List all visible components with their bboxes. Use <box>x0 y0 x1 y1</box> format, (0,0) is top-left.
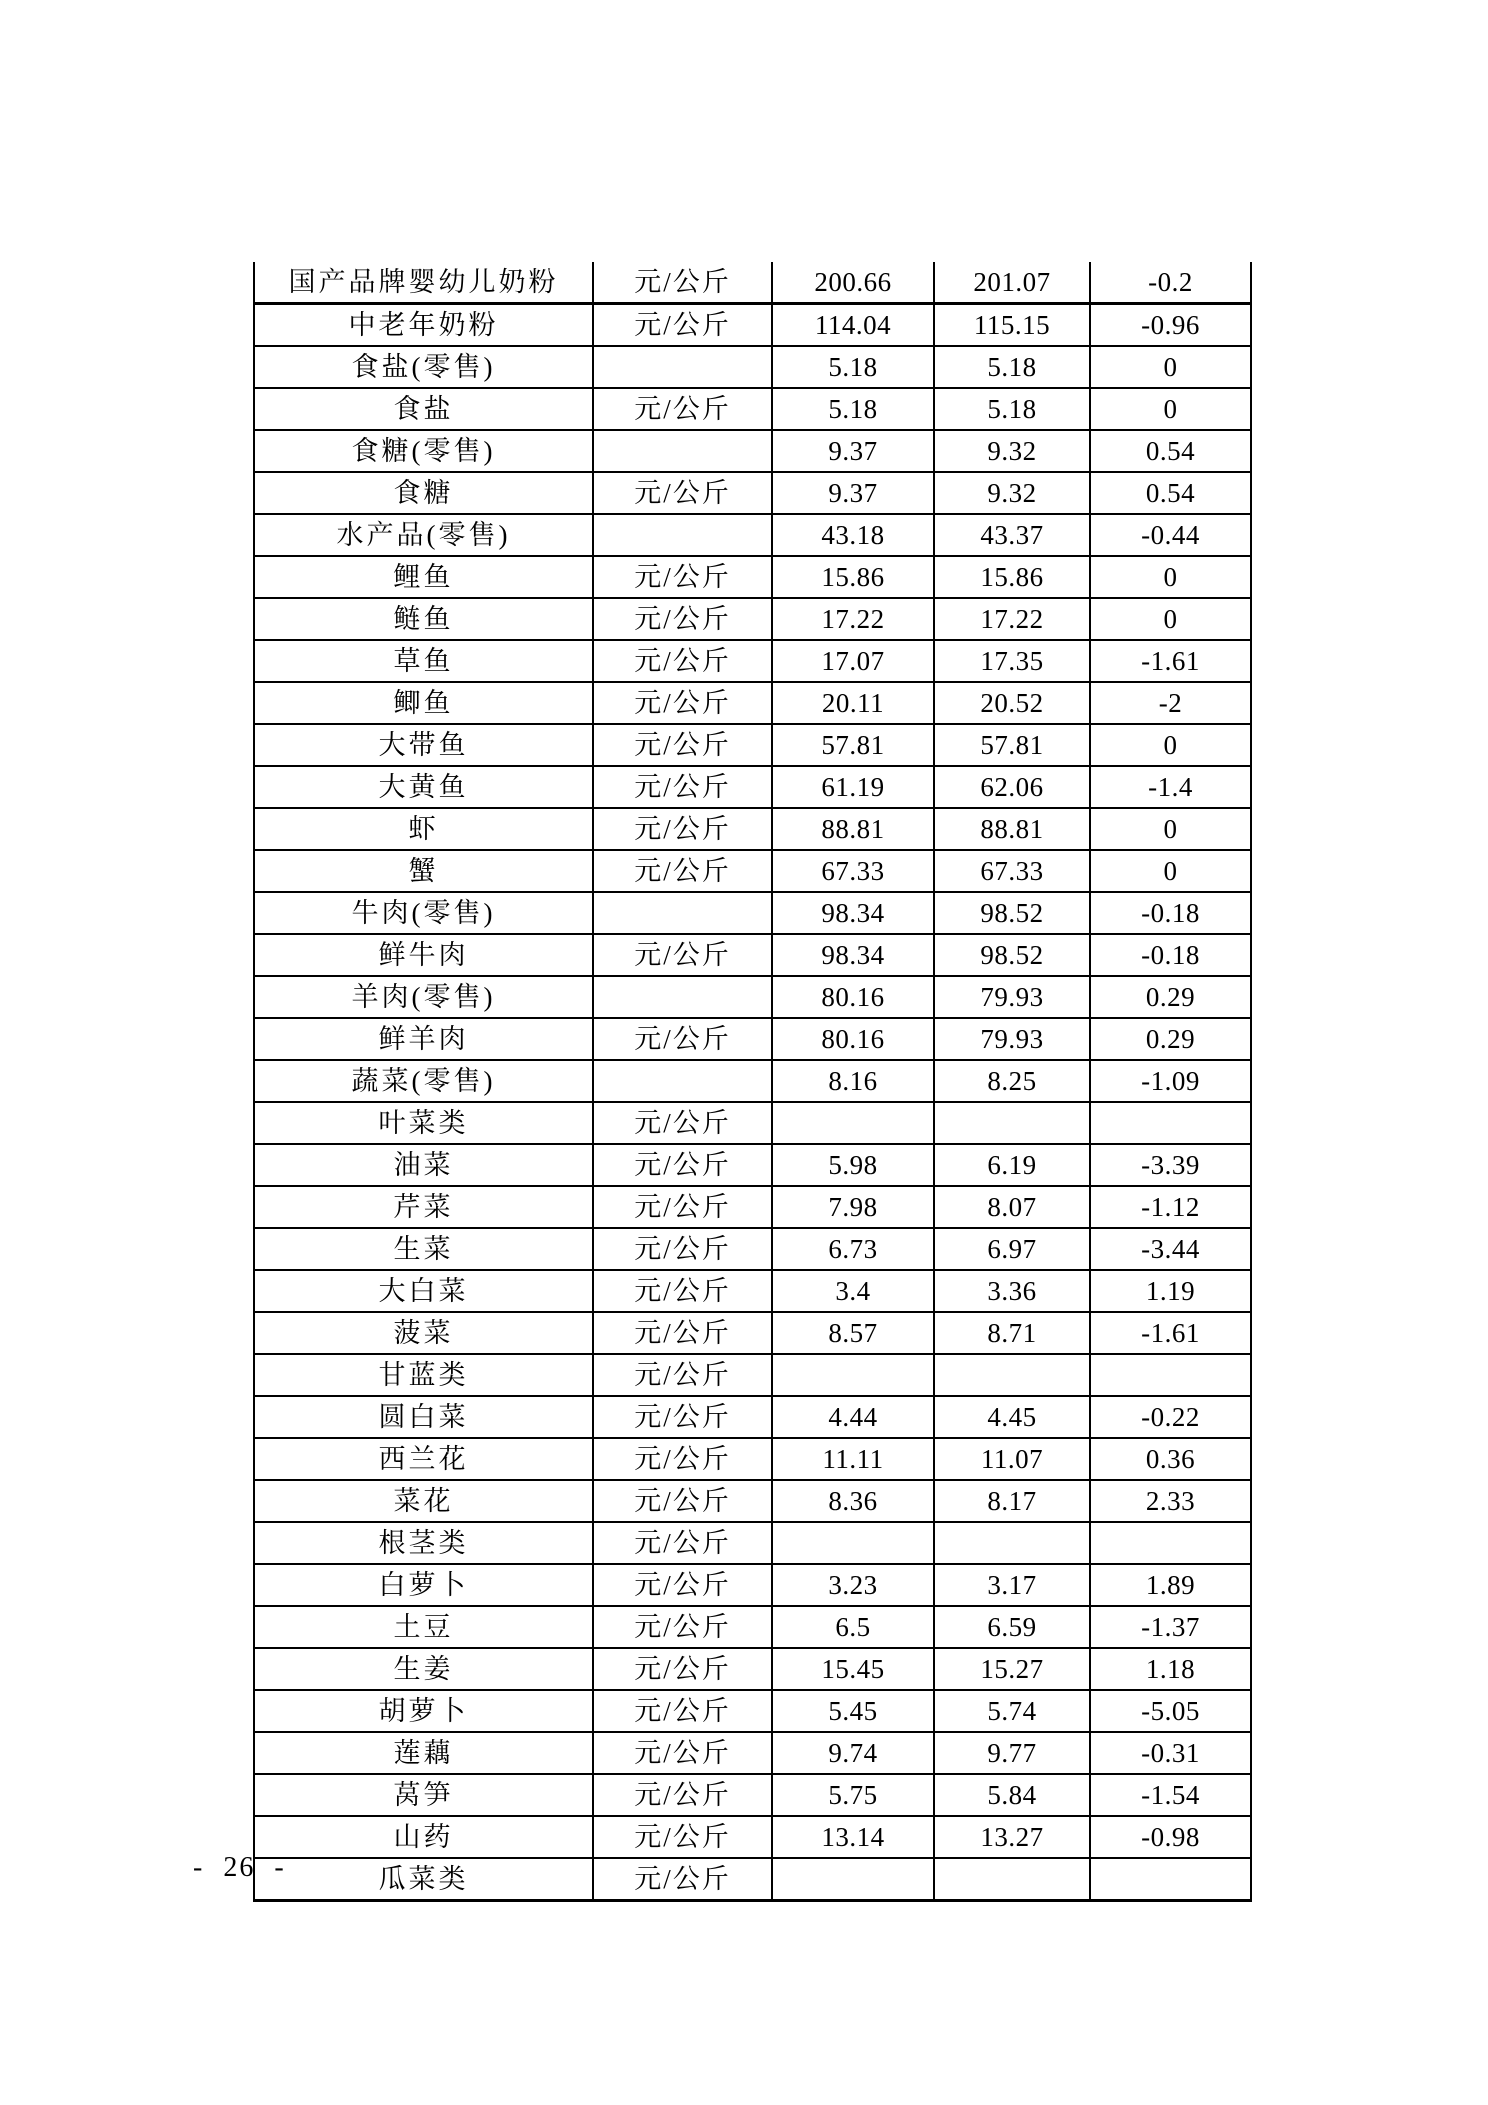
table-row <box>254 682 1251 724</box>
change-percent-cell: 0.29 <box>1090 976 1251 1018</box>
item-name-cell: 生菜 <box>254 1228 593 1270</box>
item-name-cell: 西兰花 <box>254 1438 593 1480</box>
unit-cell: 元/公斤 <box>593 1648 772 1690</box>
item-name-cell: 鲢鱼 <box>254 598 593 640</box>
table-row <box>254 472 1251 514</box>
current-price-cell: 43.18 <box>772 514 934 556</box>
table-row <box>254 1522 1251 1564</box>
current-price-cell: 6.73 <box>772 1228 934 1270</box>
change-percent-cell: -1.37 <box>1090 1606 1251 1648</box>
change-percent-cell: 0 <box>1090 346 1251 388</box>
change-percent-cell: -0.44 <box>1090 514 1251 556</box>
previous-price-cell <box>934 1858 1090 1901</box>
item-name-cell: 油菜 <box>254 1144 593 1186</box>
item-name-cell: 水产品(零售) <box>254 514 593 556</box>
unit-cell <box>593 346 772 388</box>
unit-cell: 元/公斤 <box>593 1858 772 1901</box>
current-price-cell: 13.14 <box>772 1816 934 1858</box>
current-price-cell <box>772 1354 934 1396</box>
table-row <box>254 514 1251 556</box>
previous-price-cell: 8.17 <box>934 1480 1090 1522</box>
previous-price-cell: 3.17 <box>934 1564 1090 1606</box>
previous-price-cell: 79.93 <box>934 976 1090 1018</box>
current-price-cell: 200.66 <box>772 262 934 304</box>
current-price-cell: 67.33 <box>772 850 934 892</box>
item-name-cell: 生姜 <box>254 1648 593 1690</box>
current-price-cell: 8.36 <box>772 1480 934 1522</box>
previous-price-cell: 11.07 <box>934 1438 1090 1480</box>
unit-cell: 元/公斤 <box>593 766 772 808</box>
previous-price-cell: 57.81 <box>934 724 1090 766</box>
unit-cell: 元/公斤 <box>593 1816 772 1858</box>
change-percent-cell: -1.09 <box>1090 1060 1251 1102</box>
current-price-cell: 5.75 <box>772 1774 934 1816</box>
unit-cell: 元/公斤 <box>593 934 772 976</box>
table-row <box>254 976 1251 1018</box>
current-price-cell: 17.07 <box>772 640 934 682</box>
change-percent-cell: 2.33 <box>1090 1480 1251 1522</box>
previous-price-cell: 9.77 <box>934 1732 1090 1774</box>
previous-price-cell: 201.07 <box>934 262 1090 304</box>
unit-cell: 元/公斤 <box>593 640 772 682</box>
unit-cell: 元/公斤 <box>593 1396 772 1438</box>
item-name-cell: 羊肉(零售) <box>254 976 593 1018</box>
price-table-body <box>254 262 1251 1901</box>
unit-cell: 元/公斤 <box>593 1312 772 1354</box>
previous-price-cell: 5.84 <box>934 1774 1090 1816</box>
item-name-cell: 鲜羊肉 <box>254 1018 593 1060</box>
current-price-cell: 17.22 <box>772 598 934 640</box>
item-name-cell: 山药 <box>254 1816 593 1858</box>
table-row <box>254 1564 1251 1606</box>
change-percent-cell: -1.54 <box>1090 1774 1251 1816</box>
change-percent-cell: -1.12 <box>1090 1186 1251 1228</box>
current-price-cell: 5.18 <box>772 346 934 388</box>
current-price-cell <box>772 1102 934 1144</box>
change-percent-cell <box>1090 1354 1251 1396</box>
table-row <box>254 1354 1251 1396</box>
change-percent-cell: 0.36 <box>1090 1438 1251 1480</box>
table-row <box>254 1774 1251 1816</box>
change-percent-cell: 0.54 <box>1090 430 1251 472</box>
price-table <box>253 262 1252 1902</box>
table-row <box>254 262 1251 304</box>
table-row <box>254 1396 1251 1438</box>
previous-price-cell: 5.18 <box>934 388 1090 430</box>
previous-price-cell: 15.27 <box>934 1648 1090 1690</box>
table-row <box>254 1606 1251 1648</box>
current-price-cell: 15.86 <box>772 556 934 598</box>
change-percent-cell <box>1090 1522 1251 1564</box>
table-row <box>254 640 1251 682</box>
table-row <box>254 766 1251 808</box>
unit-cell: 元/公斤 <box>593 1774 772 1816</box>
unit-cell: 元/公斤 <box>593 472 772 514</box>
item-name-cell: 圆白菜 <box>254 1396 593 1438</box>
unit-cell: 元/公斤 <box>593 1690 772 1732</box>
previous-price-cell: 98.52 <box>934 934 1090 976</box>
previous-price-cell: 8.25 <box>934 1060 1090 1102</box>
previous-price-cell: 6.19 <box>934 1144 1090 1186</box>
previous-price-cell: 4.45 <box>934 1396 1090 1438</box>
current-price-cell: 88.81 <box>772 808 934 850</box>
table-row <box>254 1144 1251 1186</box>
current-price-cell: 11.11 <box>772 1438 934 1480</box>
previous-price-cell: 8.71 <box>934 1312 1090 1354</box>
previous-price-cell <box>934 1522 1090 1564</box>
previous-price-cell: 9.32 <box>934 472 1090 514</box>
change-percent-cell: 0 <box>1090 724 1251 766</box>
change-percent-cell: -0.98 <box>1090 1816 1251 1858</box>
item-name-cell: 食糖 <box>254 472 593 514</box>
current-price-cell <box>772 1522 934 1564</box>
previous-price-cell: 20.52 <box>934 682 1090 724</box>
change-percent-cell: -3.39 <box>1090 1144 1251 1186</box>
unit-cell: 元/公斤 <box>593 556 772 598</box>
unit-cell: 元/公斤 <box>593 1522 772 1564</box>
unit-cell <box>593 514 772 556</box>
current-price-cell: 9.37 <box>772 430 934 472</box>
item-name-cell: 菠菜 <box>254 1312 593 1354</box>
item-name-cell: 白萝卜 <box>254 1564 593 1606</box>
table-row <box>254 850 1251 892</box>
change-percent-cell: -0.2 <box>1090 262 1251 304</box>
current-price-cell: 20.11 <box>772 682 934 724</box>
item-name-cell: 中老年奶粉 <box>254 304 593 347</box>
item-name-cell: 菜花 <box>254 1480 593 1522</box>
item-name-cell: 蟹 <box>254 850 593 892</box>
unit-cell: 元/公斤 <box>593 1186 772 1228</box>
current-price-cell: 4.44 <box>772 1396 934 1438</box>
current-price-cell <box>772 1858 934 1901</box>
item-name-cell: 国产品牌婴幼儿奶粉 <box>254 262 593 304</box>
table-row <box>254 1816 1251 1858</box>
previous-price-cell: 88.81 <box>934 808 1090 850</box>
unit-cell: 元/公斤 <box>593 1144 772 1186</box>
previous-price-cell: 9.32 <box>934 430 1090 472</box>
change-percent-cell: -3.44 <box>1090 1228 1251 1270</box>
table-row <box>254 808 1251 850</box>
table-row <box>254 430 1251 472</box>
change-percent-cell <box>1090 1858 1251 1901</box>
unit-cell: 元/公斤 <box>593 1606 772 1648</box>
unit-cell: 元/公斤 <box>593 1564 772 1606</box>
unit-cell: 元/公斤 <box>593 304 772 347</box>
current-price-cell: 57.81 <box>772 724 934 766</box>
page-number: - 26 - <box>193 1852 286 1883</box>
item-name-cell: 根茎类 <box>254 1522 593 1564</box>
previous-price-cell: 62.06 <box>934 766 1090 808</box>
previous-price-cell: 67.33 <box>934 850 1090 892</box>
unit-cell: 元/公斤 <box>593 262 772 304</box>
change-percent-cell: -0.96 <box>1090 304 1251 347</box>
previous-price-cell: 13.27 <box>934 1816 1090 1858</box>
change-percent-cell: -1.61 <box>1090 1312 1251 1354</box>
item-name-cell: 莲藕 <box>254 1732 593 1774</box>
item-name-cell: 牛肉(零售) <box>254 892 593 934</box>
change-percent-cell: 1.19 <box>1090 1270 1251 1312</box>
table-row <box>254 1060 1251 1102</box>
previous-price-cell: 6.97 <box>934 1228 1090 1270</box>
change-percent-cell: -0.22 <box>1090 1396 1251 1438</box>
change-percent-cell: 0 <box>1090 850 1251 892</box>
current-price-cell: 80.16 <box>772 976 934 1018</box>
item-name-cell: 虾 <box>254 808 593 850</box>
current-price-cell: 5.45 <box>772 1690 934 1732</box>
current-price-cell: 6.5 <box>772 1606 934 1648</box>
table-row <box>254 388 1251 430</box>
table-row <box>254 1648 1251 1690</box>
table-row <box>254 556 1251 598</box>
change-percent-cell: 0 <box>1090 808 1251 850</box>
table-row <box>254 1732 1251 1774</box>
change-percent-cell: -0.31 <box>1090 1732 1251 1774</box>
item-name-cell: 大黄鱼 <box>254 766 593 808</box>
unit-cell: 元/公斤 <box>593 1228 772 1270</box>
current-price-cell: 9.74 <box>772 1732 934 1774</box>
previous-price-cell: 98.52 <box>934 892 1090 934</box>
previous-price-cell: 3.36 <box>934 1270 1090 1312</box>
item-name-cell: 芹菜 <box>254 1186 593 1228</box>
unit-cell: 元/公斤 <box>593 1270 772 1312</box>
table-row <box>254 1312 1251 1354</box>
item-name-cell: 大白菜 <box>254 1270 593 1312</box>
current-price-cell: 3.4 <box>772 1270 934 1312</box>
item-name-cell: 草鱼 <box>254 640 593 682</box>
unit-cell: 元/公斤 <box>593 1732 772 1774</box>
previous-price-cell: 115.15 <box>934 304 1090 347</box>
current-price-cell: 15.45 <box>772 1648 934 1690</box>
change-percent-cell: -0.18 <box>1090 892 1251 934</box>
change-percent-cell: 1.18 <box>1090 1648 1251 1690</box>
table-row <box>254 346 1251 388</box>
unit-cell <box>593 1060 772 1102</box>
unit-cell: 元/公斤 <box>593 724 772 766</box>
previous-price-cell <box>934 1354 1090 1396</box>
unit-cell: 元/公斤 <box>593 1438 772 1480</box>
current-price-cell: 8.57 <box>772 1312 934 1354</box>
table-row <box>254 1102 1251 1144</box>
item-name-cell: 食糖(零售) <box>254 430 593 472</box>
unit-cell: 元/公斤 <box>593 682 772 724</box>
previous-price-cell: 15.86 <box>934 556 1090 598</box>
previous-price-cell: 79.93 <box>934 1018 1090 1060</box>
unit-cell: 元/公斤 <box>593 850 772 892</box>
unit-cell: 元/公斤 <box>593 808 772 850</box>
item-name-cell: 鲫鱼 <box>254 682 593 724</box>
previous-price-cell: 6.59 <box>934 1606 1090 1648</box>
item-name-cell: 大带鱼 <box>254 724 593 766</box>
current-price-cell: 5.98 <box>772 1144 934 1186</box>
unit-cell <box>593 892 772 934</box>
current-price-cell: 7.98 <box>772 1186 934 1228</box>
change-percent-cell <box>1090 1102 1251 1144</box>
item-name-cell: 蔬菜(零售) <box>254 1060 593 1102</box>
previous-price-cell: 5.18 <box>934 346 1090 388</box>
item-name-cell: 鲤鱼 <box>254 556 593 598</box>
change-percent-cell: 0 <box>1090 598 1251 640</box>
item-name-cell: 莴笋 <box>254 1774 593 1816</box>
item-name-cell: 食盐 <box>254 388 593 430</box>
table-row <box>254 304 1251 347</box>
change-percent-cell: -2 <box>1090 682 1251 724</box>
current-price-cell: 80.16 <box>772 1018 934 1060</box>
unit-cell: 元/公斤 <box>593 1354 772 1396</box>
previous-price-cell: 17.22 <box>934 598 1090 640</box>
unit-cell: 元/公斤 <box>593 598 772 640</box>
item-name-cell: 鲜牛肉 <box>254 934 593 976</box>
change-percent-cell: -1.4 <box>1090 766 1251 808</box>
item-name-cell: 胡萝卜 <box>254 1690 593 1732</box>
change-percent-cell: 0.54 <box>1090 472 1251 514</box>
change-percent-cell: 0.29 <box>1090 1018 1251 1060</box>
item-name-cell: 叶菜类 <box>254 1102 593 1144</box>
previous-price-cell: 43.37 <box>934 514 1090 556</box>
unit-cell: 元/公斤 <box>593 1480 772 1522</box>
unit-cell <box>593 430 772 472</box>
table-row <box>254 1480 1251 1522</box>
item-name-cell: 食盐(零售) <box>254 346 593 388</box>
table-row <box>254 598 1251 640</box>
previous-price-cell: 8.07 <box>934 1186 1090 1228</box>
current-price-cell: 114.04 <box>772 304 934 347</box>
previous-price-cell: 17.35 <box>934 640 1090 682</box>
table-row <box>254 1438 1251 1480</box>
change-percent-cell: -0.18 <box>1090 934 1251 976</box>
current-price-cell: 98.34 <box>772 934 934 976</box>
unit-cell <box>593 976 772 1018</box>
table-row <box>254 1270 1251 1312</box>
change-percent-cell: 1.89 <box>1090 1564 1251 1606</box>
item-name-cell: 土豆 <box>254 1606 593 1648</box>
table-row <box>254 1018 1251 1060</box>
unit-cell: 元/公斤 <box>593 1018 772 1060</box>
table-row <box>254 1228 1251 1270</box>
item-name-cell: 瓜菜类 <box>254 1858 593 1901</box>
previous-price-cell: 5.74 <box>934 1690 1090 1732</box>
previous-price-cell <box>934 1102 1090 1144</box>
table-row <box>254 1690 1251 1732</box>
unit-cell: 元/公斤 <box>593 1102 772 1144</box>
current-price-cell: 98.34 <box>772 892 934 934</box>
change-percent-cell: -1.61 <box>1090 640 1251 682</box>
table-row <box>254 1858 1251 1901</box>
current-price-cell: 8.16 <box>772 1060 934 1102</box>
change-percent-cell: -5.05 <box>1090 1690 1251 1732</box>
change-percent-cell: 0 <box>1090 388 1251 430</box>
current-price-cell: 5.18 <box>772 388 934 430</box>
table-row <box>254 1186 1251 1228</box>
current-price-cell: 3.23 <box>772 1564 934 1606</box>
table-row <box>254 934 1251 976</box>
table-row <box>254 892 1251 934</box>
item-name-cell: 甘蓝类 <box>254 1354 593 1396</box>
current-price-cell: 61.19 <box>772 766 934 808</box>
table-row <box>254 724 1251 766</box>
unit-cell: 元/公斤 <box>593 388 772 430</box>
current-price-cell: 9.37 <box>772 472 934 514</box>
change-percent-cell: 0 <box>1090 556 1251 598</box>
